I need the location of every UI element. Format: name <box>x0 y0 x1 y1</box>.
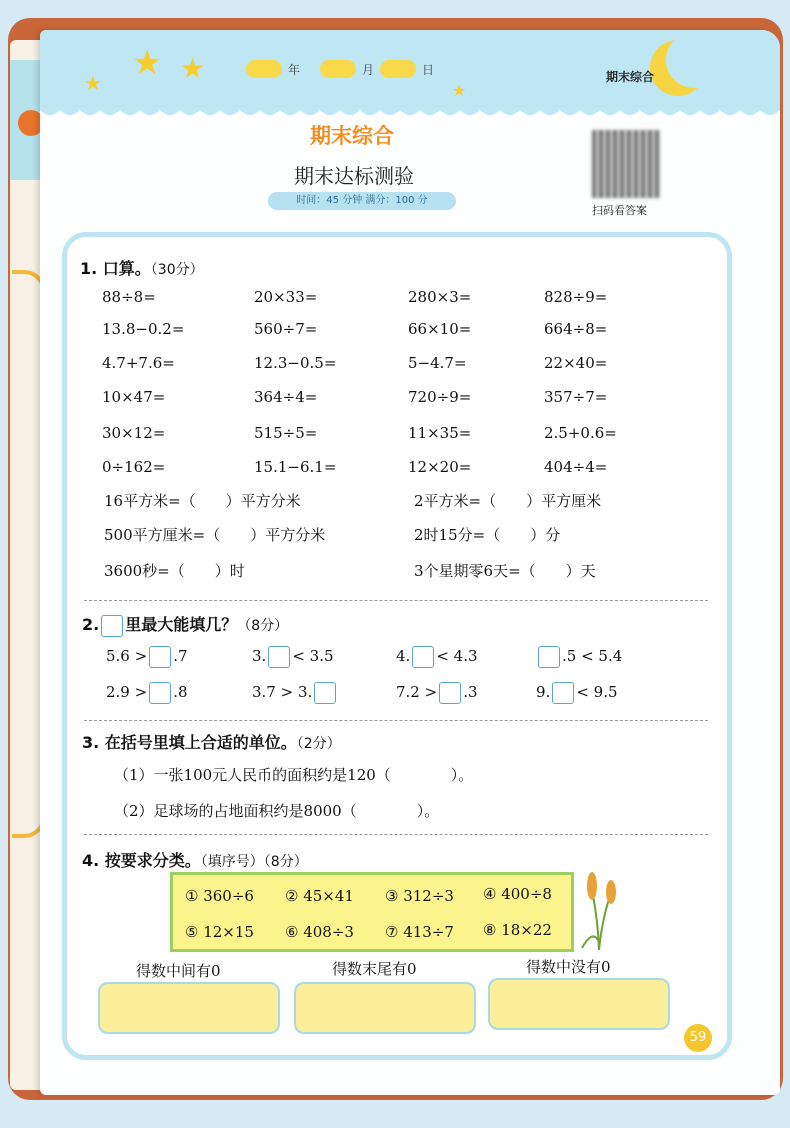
expression-item: ④ 400÷8 <box>483 885 552 903</box>
arithmetic-item: 10×47= <box>102 388 166 406</box>
expression-item: ⑥ 408÷3 <box>285 923 354 941</box>
category-label: 得数末尾有0 <box>332 960 417 978</box>
header-section-title: 期末综合 <box>606 70 655 84</box>
day-label: 日 <box>422 62 435 77</box>
arithmetic-item: 88÷8= <box>102 288 156 306</box>
arithmetic-item: 357÷7= <box>544 388 608 406</box>
comparison-item <box>396 682 478 704</box>
unit-conversion-item: 500平方厘米=（ ）平方分米 <box>104 526 326 544</box>
arithmetic-item: 404÷4= <box>544 458 608 476</box>
arithmetic-item: 828÷9= <box>544 288 608 306</box>
digit-input-box[interactable] <box>149 682 171 704</box>
arithmetic-item: 12×20= <box>408 458 472 476</box>
arithmetic-item: 13.8−0.2= <box>102 320 185 338</box>
arithmetic-item: 720÷9= <box>408 388 472 406</box>
digit-input-box[interactable] <box>439 682 461 704</box>
page-header <box>40 30 780 110</box>
comparison-item <box>396 646 478 668</box>
arithmetic-item: 12.3−0.5= <box>254 354 337 372</box>
comparison-suffix: < 4.3 <box>436 647 478 665</box>
qr-label: 扫码看答案 <box>592 204 647 217</box>
answer-box-end-zero[interactable] <box>294 982 476 1034</box>
year-label: 年 <box>288 62 301 77</box>
expression-item: ② 45×41 <box>285 887 354 905</box>
page-subtitle: 期末达标测验 <box>294 164 414 188</box>
unit-conversion-item: 3个星期零6天=（ ）天 <box>414 562 596 580</box>
divider <box>84 834 708 835</box>
comparison-suffix: < 9.5 <box>576 683 618 701</box>
comparison-prefix: 4. <box>396 647 411 665</box>
q4-heading: 4. 按要求分类。（填序号）（8分） <box>82 851 308 870</box>
classify-box <box>170 872 574 952</box>
answer-box-no-zero[interactable] <box>488 978 670 1030</box>
arithmetic-item: 11×35= <box>408 424 472 442</box>
comparison-prefix: 9. <box>536 683 551 701</box>
digit-input-box[interactable] <box>149 646 171 668</box>
arithmetic-item: 280×3= <box>408 288 472 306</box>
digit-input-box[interactable] <box>552 682 574 704</box>
arithmetic-item: 30×12= <box>102 424 166 442</box>
q3-heading: 3. 在括号里填上合适的单位。（2分） <box>82 733 341 752</box>
comparison-prefix: 5.6 > <box>106 647 148 665</box>
arithmetic-item: 560÷7= <box>254 320 318 338</box>
q3-item: （1）一张100元人民币的面积约是120（ ）。 <box>114 766 474 784</box>
arithmetic-item: 4.7+7.6= <box>102 354 175 372</box>
worksheet-page <box>40 30 780 1095</box>
divider <box>84 600 708 601</box>
star-icon: ★ <box>452 81 467 100</box>
arithmetic-item: 664÷8= <box>544 320 608 338</box>
comparison-prefix: 7.2 > <box>396 683 438 701</box>
arithmetic-item: 515÷5= <box>254 424 318 442</box>
q2-heading: 2. 里最大能填几？（8分） <box>82 612 288 637</box>
expression-item: ③ 312÷3 <box>385 887 454 905</box>
arithmetic-item: 2.5+0.6= <box>544 424 617 442</box>
arithmetic-item: 5−4.7= <box>408 354 467 372</box>
unit-conversion-item: 2时15分=（ ）分 <box>414 526 561 544</box>
comparison-item <box>252 682 338 704</box>
comparison-prefix: 3. <box>252 647 267 665</box>
comparison-item <box>106 646 188 668</box>
year-field[interactable] <box>246 60 282 78</box>
digit-input-box[interactable] <box>268 646 290 668</box>
q3-item: （2）足球场的占地面积约是8000（ ）。 <box>114 802 440 820</box>
comparison-item <box>252 646 334 668</box>
comparison-suffix: .3 <box>463 683 478 701</box>
time-score-info: 时间：45 分钟 满分：100 分 <box>268 192 456 210</box>
expression-item: ⑦ 413÷7 <box>385 923 454 941</box>
digit-input-box[interactable] <box>412 646 434 668</box>
comparison-suffix: .5 < 5.4 <box>562 647 623 665</box>
star-icon: ★ <box>180 52 206 85</box>
comparison-suffix: .7 <box>173 647 188 665</box>
month-field[interactable] <box>320 60 356 78</box>
answer-box-middle-zero[interactable] <box>98 982 280 1034</box>
category-label: 得数中间有0 <box>136 962 221 980</box>
arithmetic-item: 66×10= <box>408 320 472 338</box>
expression-item: ① 360÷6 <box>185 887 254 905</box>
expression-item: ⑧ 18×22 <box>483 921 552 939</box>
page-number: 59 <box>684 1024 712 1052</box>
arithmetic-item: 22×40= <box>544 354 608 372</box>
header-wave <box>40 102 780 124</box>
category-label: 得数中没有0 <box>526 958 611 976</box>
moon-icon <box>650 40 706 96</box>
day-field[interactable] <box>380 60 416 78</box>
answer-box-icon <box>101 615 123 637</box>
arithmetic-item: 364÷4= <box>254 388 318 406</box>
arithmetic-item: 20×33= <box>254 288 318 306</box>
comparison-prefix: 3.7 > 3. <box>252 683 313 701</box>
arithmetic-item: 15.1−6.1= <box>254 458 337 476</box>
comparison-item <box>536 646 622 668</box>
arithmetic-item: 0÷162= <box>102 458 166 476</box>
comparison-suffix: < 3.5 <box>292 647 334 665</box>
unit-conversion-item: 16平方米=（ ）平方分米 <box>104 492 301 510</box>
q1-heading: 1. 口算。（30分） <box>80 259 204 278</box>
comparison-item <box>106 682 188 704</box>
digit-input-box[interactable] <box>314 682 336 704</box>
divider <box>84 720 708 721</box>
star-icon: ★ <box>84 71 102 95</box>
comparison-suffix: .8 <box>173 683 188 701</box>
date-fields <box>246 60 440 78</box>
wheat-icon <box>574 870 624 950</box>
month-label: 月 <box>362 62 375 77</box>
comparison-prefix: 2.9 > <box>106 683 148 701</box>
digit-input-box[interactable] <box>538 646 560 668</box>
star-icon: ★ <box>132 43 163 83</box>
qr-code[interactable] <box>592 130 660 198</box>
unit-conversion-item: 3600秒=（ ）时 <box>104 562 245 580</box>
page-title: 期末综合 <box>310 124 394 148</box>
unit-conversion-item: 2平方米=（ ）平方厘米 <box>414 492 602 510</box>
comparison-item <box>536 682 618 704</box>
expression-item: ⑤ 12×15 <box>185 923 254 941</box>
